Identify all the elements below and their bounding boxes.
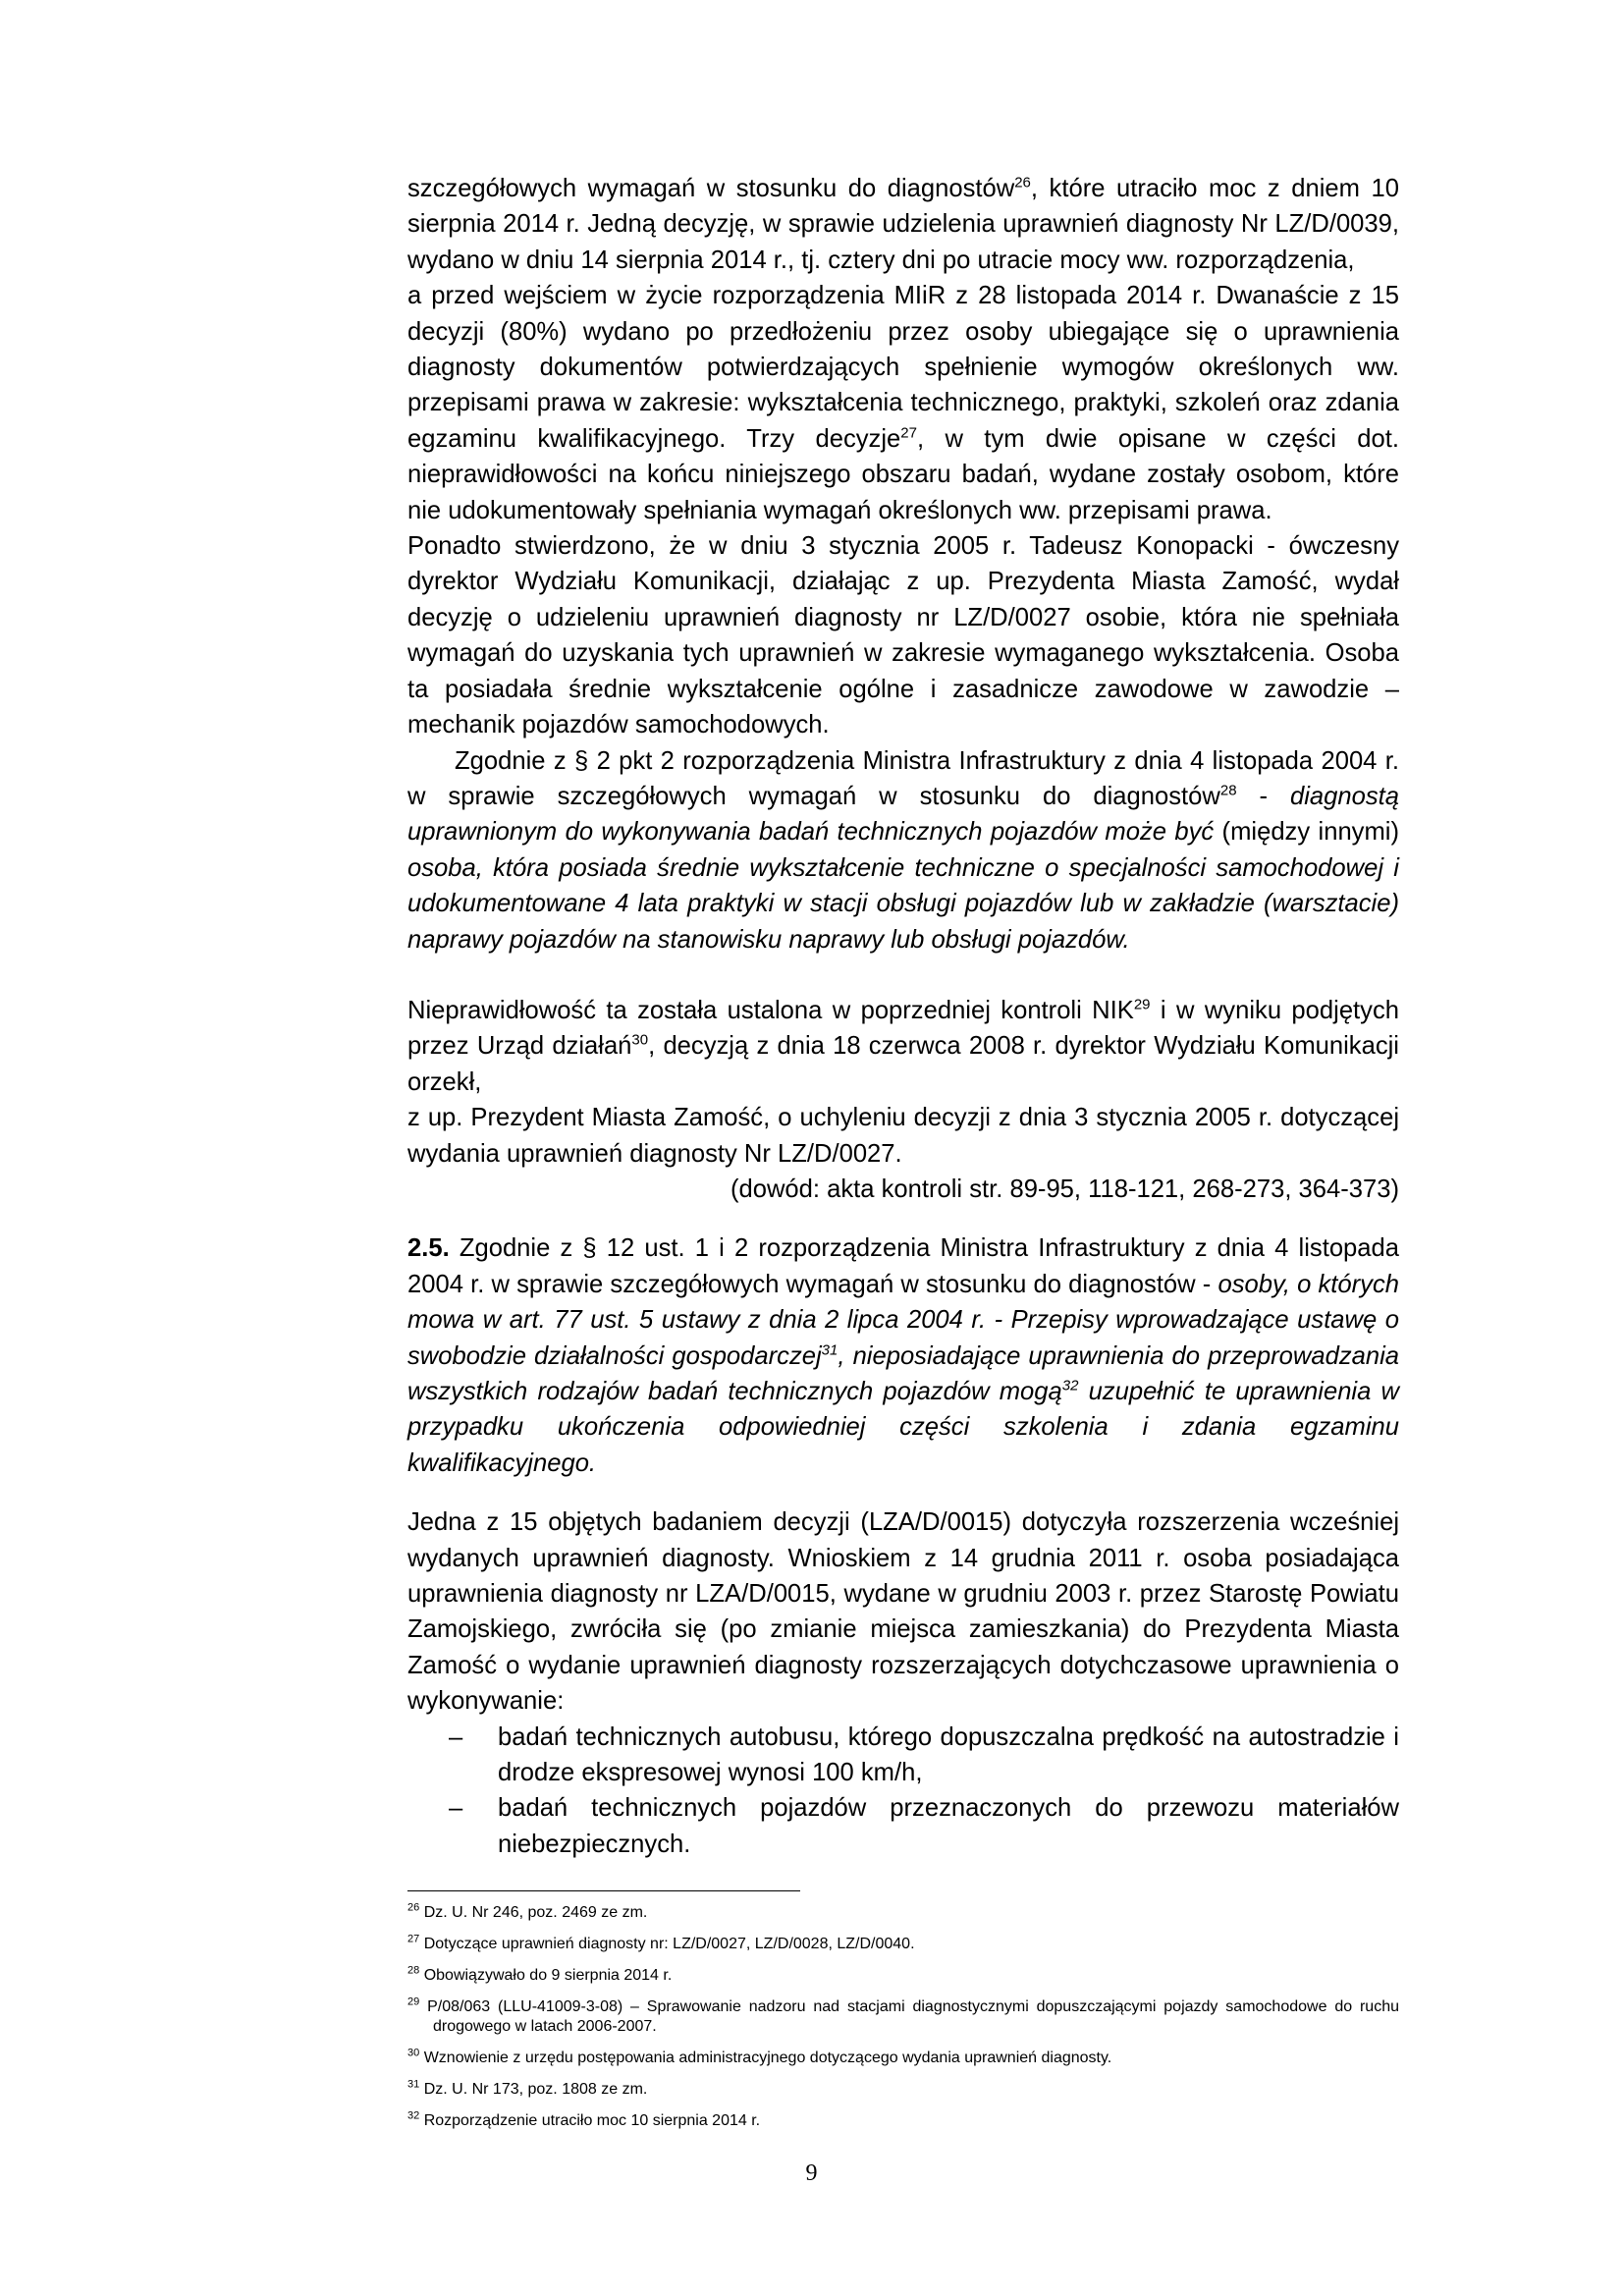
footnote-number: 29: [407, 1995, 420, 2008]
footnote-number: 27: [407, 1933, 420, 1945]
footnote: [407, 1935, 1399, 1954]
paragraph-6: z up. Prezydent Miasta Zamość, o uchyleniu decyzji z dnia 3 stycznia 2005 r. dotyczącej wydania uprawnień diagnosty Nr LZ/D/0027.: [407, 1104, 1399, 1168]
paragraph-2: [407, 278, 1399, 528]
italic-quote: uzupełnić te uprawnienia w przypadku ukończenia odpowiedniej części szkolenia i zdania egzaminu kwalifikacyjnego.: [407, 1378, 1399, 1477]
evidence-note: (dowód: akta kontroli str. 89-95, 118-121, 268-273, 364-373): [730, 1175, 1399, 1203]
paragraph-5: [407, 993, 1399, 1100]
footnote-ref: 26: [1014, 174, 1031, 191]
dash-bullet: –: [449, 1722, 463, 1751]
footnote-ref: 31: [821, 1341, 839, 1359]
footnote: [407, 2080, 1399, 2100]
footnote-number: 28: [407, 1964, 420, 1977]
footnote-number: 30: [407, 2047, 420, 2059]
paragraph-7: [407, 1230, 1399, 1481]
text-span: -: [1236, 782, 1290, 810]
footnote-number: 31: [407, 2078, 420, 2091]
page-number: 9: [805, 2160, 818, 2186]
footnote-number: 26: [407, 1901, 420, 1914]
italic-quote: , nieposiadające uprawnienia do przeprowadzania wszystkich rodzajów badań technicznych pojazdów mogą: [407, 1341, 1399, 1405]
list-item-text: badań technicznych pojazdów przeznaczonych do przewozu materiałów niebezpiecznych.: [498, 1794, 1399, 1858]
footnote: [407, 1997, 1399, 2037]
paragraph-4: [407, 743, 1399, 957]
text-span: , w tym dwie opisane w części dot. nieprawidłowości na końcu niniejszego obszaru badań, wydane zostały osobom, które nie udokumentowały spełniania wymagań określonych ww. przepisami prawa.: [407, 424, 1399, 524]
footnote: [407, 1903, 1399, 1923]
text-span: (między innymi): [1214, 818, 1400, 847]
list-item-text: badań technicznych autobusu, którego dopuszczalna prędkość na autostradzie i drodze ekspresowej wynosi 100 km/h,: [498, 1722, 1399, 1787]
footnotes: [407, 1890, 1399, 2143]
footnote-ref: 29: [1133, 996, 1151, 1013]
text-span: Zgodnie z § 2 pkt 2 rozporządzenia Ministra Infrastruktury z dnia 4 listopada 2004 r. w sprawie szczegółowych wymagań w stosunku do diagnostów: [407, 746, 1399, 810]
footnote-text: Wznowienie z urzędu postępowania administracyjnego dotyczącego wydania uprawnień diagnosty.: [419, 2050, 1112, 2066]
footnote-ref: 27: [900, 424, 917, 442]
footnote-ref: 28: [1219, 782, 1237, 799]
list-item: [407, 1790, 1399, 1862]
footnote-text: Dotyczące uprawnień diagnosty nr: LZ/D/0027, LZ/D/0028, LZ/D/0040.: [419, 1936, 915, 1952]
list-item: [407, 1720, 1399, 1791]
footnote-text: Dz. U. Nr 173, poz. 1808 ze zm.: [419, 2081, 648, 2098]
text-span: Zgodnie z § 12 ust. 1 i 2 rozporządzenia Ministra Infrastruktury z dnia 4 listopada 2004 r. w sprawie szczegółowych wymagań w stosunku do diagnostów -: [407, 1234, 1399, 1298]
paragraph-3: Ponadto stwierdzono, że w dniu 3 stycznia 2005 r. Tadeusz Konopacki - ówczesny dyrektor Wydziału Komunikacji, działając z up. Prezydenta Miasta Zamość, wydał decyzję o udzieleniu uprawnień diagnosty nr LZ/D/0027 osobie, która nie spełniała wymagań do uzyskania tych uprawnień w zakresie wymaganego wykształcenia. Osoba ta posiadała średnie wykształcenie ogólne i zasadnicze zawodowe w zawodzie – mechanik pojazdów samochodowych.: [407, 532, 1399, 739]
text-span: , które utraciło moc z dniem 10 sierpnia 2014 r. Jedną decyzję, w sprawie udzielenia uprawnień diagnosty Nr LZ/D/0039, wydano w dniu 14 sierpnia 2014 r., tj. cztery dni po utracie mocy ww. rozporządzenia,: [407, 175, 1399, 274]
footnote: [407, 2049, 1399, 2068]
text-span: i w wyniku podjętych przez Urząd działań: [407, 996, 1399, 1061]
body-text: [407, 171, 1399, 1862]
footnote-text: Dz. U. Nr 246, poz. 2469 ze zm.: [419, 1904, 648, 1921]
footnote-text: Obowiązywało do 9 sierpnia 2014 r.: [419, 1967, 673, 1984]
italic-quote: osoby, o których mowa w art. 77 ust. 5 ustawy z dnia 2 lipca 2004 r. - Przepisy wprowadzające ustawę o swobodzie działalności gospodarczej: [407, 1270, 1399, 1370]
footnote: [407, 1966, 1399, 1986]
italic-quote: osoba, która posiada średnie wykształcenie techniczne o specjalności samochodowej i udokumentowane 4 lata praktyki w stacji obsługi pojazdów lub w zakładzie (warsztacie) naprawy pojazdów na stanowisku naprawy lub obsługi pojazdów.: [407, 853, 1399, 954]
footnote-separator: [407, 1890, 800, 1891]
italic-quote: diagnostą uprawnionym do wykonywania badań technicznych pojazdów może być: [407, 782, 1399, 847]
footnote-number: 32: [407, 2109, 420, 2122]
footnote-text: Rozporządzenie utraciło moc 10 sierpnia 2014 r.: [419, 2112, 761, 2129]
text-span: szczegółowych wymagań w stosunku do diagnostów: [407, 175, 1015, 202]
section-number: 2.5.: [407, 1234, 450, 1263]
paragraph-8: Jedna z 15 objętych badaniem decyzji (LZA/D/0015) dotyczyła rozszerzenia wcześniej wydanych uprawnień diagnosty. Wnioskiem z 14 grudnia 2011 r. osoba posiadająca uprawnienia diagnosty nr LZA/D/0015, wydane w grudniu 2003 r. przez Starostę Powiatu Zamojskiego, zwróciła się (po zmianie miejsca zamieszkania) do Prezydenta Miasta Zamość o wydanie uprawnień diagnosty rozszerzających dotychczasowe uprawnienia o wykonywanie:: [407, 1508, 1399, 1716]
paragraph-1: [407, 171, 1399, 278]
footnote-text: P/08/063 (LLU-41009-3-08) – Sprawowanie nadzoru nad stacjami diagnostycznymi dopuszczającymi pojazdy samochodowe do ruchu drogowego w latach 2006-2007.: [419, 1998, 1399, 2035]
footnote: [407, 2111, 1399, 2131]
text-span: a przed wejściem w życie rozporządzenia MIiR z 28 listopada 2014 r. Dwanaście z 15 decyzji (80%) wydano po przedłożeniu przez osoby ubiegające się o uprawnienia diagnosty dokumentów potwierdzających spełnienie wymogów określonych ww. przepisami prawa w zakresie: wykształcenia technicznego, praktyki, szkoleń oraz zdania egzaminu kwalifikacyjnego. Trzy decyzje: [407, 282, 1399, 453]
dash-bullet: –: [449, 1794, 463, 1823]
text-span: Nieprawidłowość ta została ustalona w poprzedniej kontroli NIK: [407, 996, 1134, 1024]
footnote-ref: 30: [631, 1031, 649, 1049]
text-span: , decyzją z dnia 18 czerwca 2008 r. dyrektor Wydziału Komunikacji orzekł,: [407, 1032, 1399, 1096]
footnote-ref: 32: [1061, 1377, 1079, 1394]
dash-list: [407, 1720, 1399, 1863]
